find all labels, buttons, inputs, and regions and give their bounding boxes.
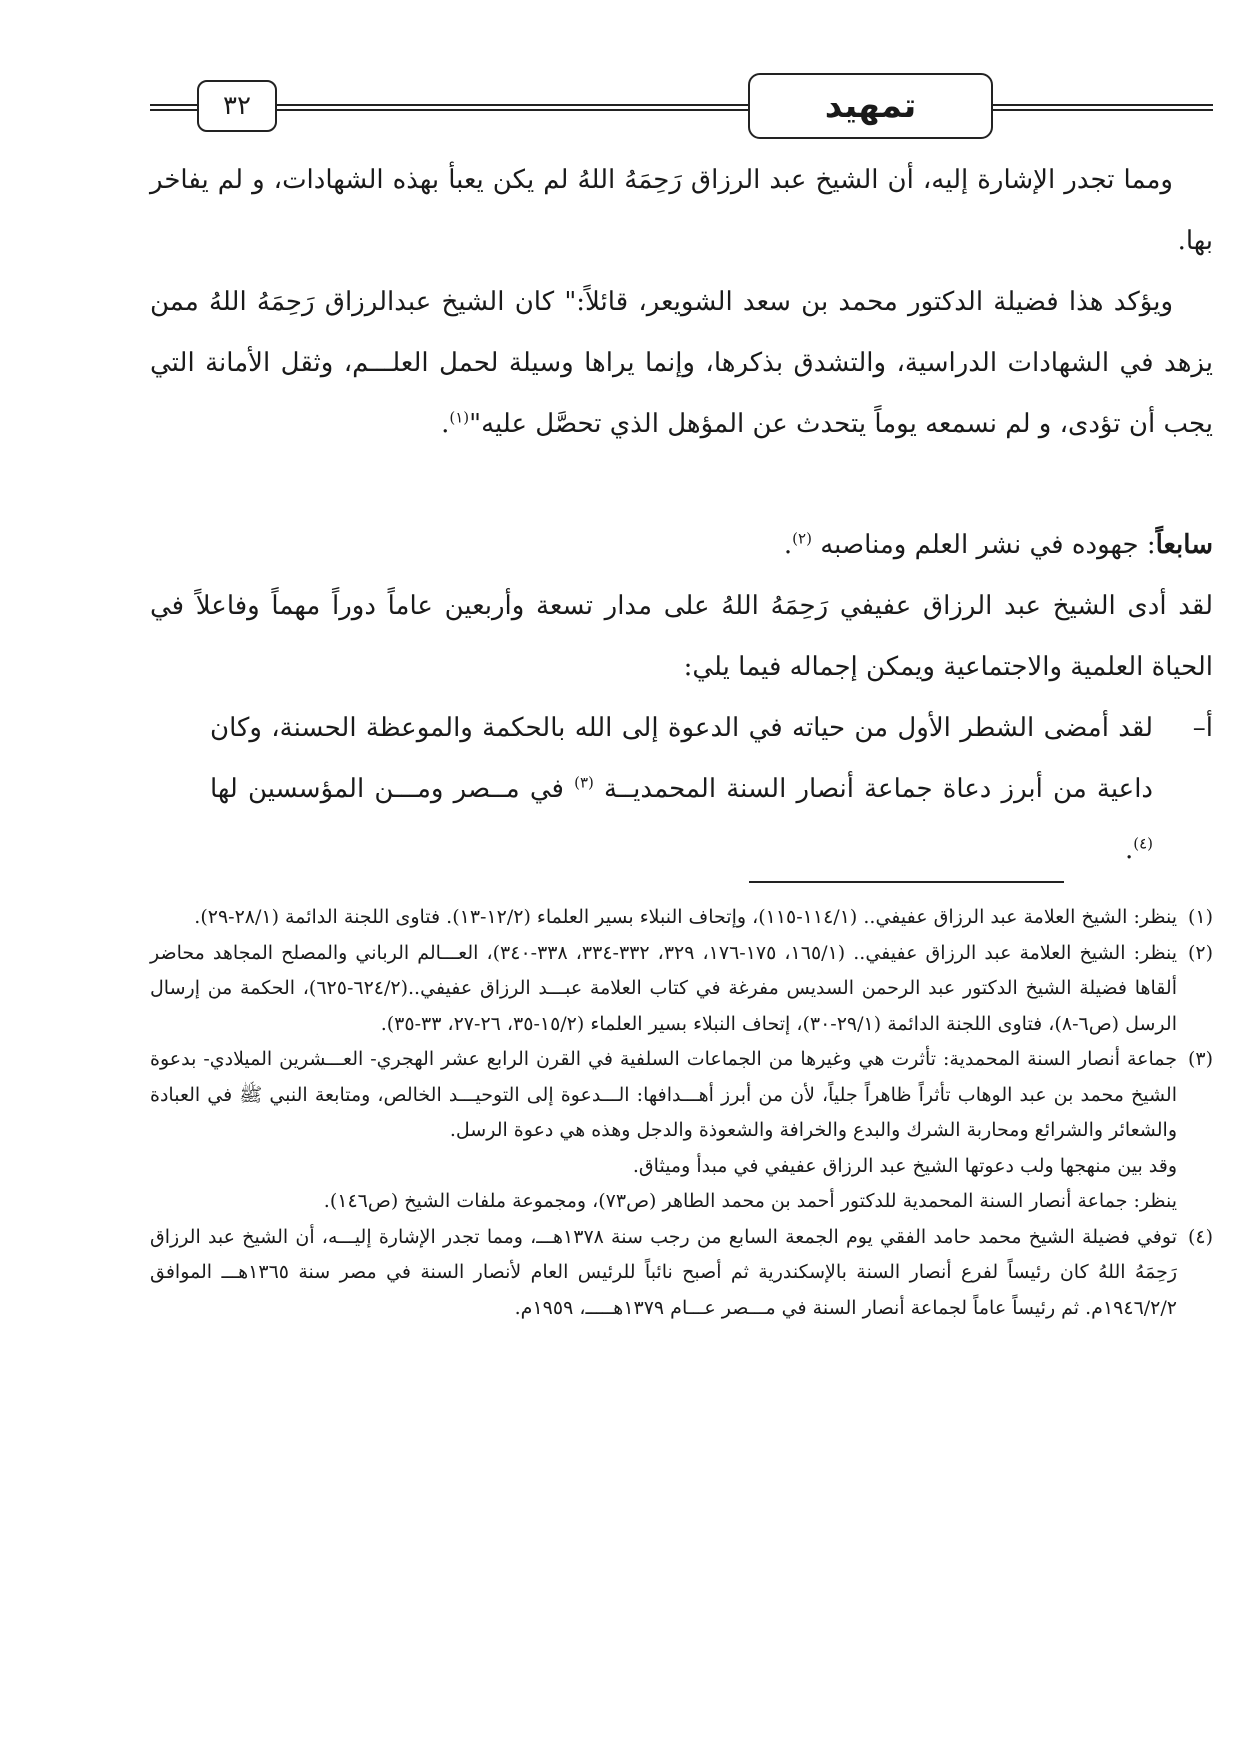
header-rule-middle — [277, 104, 750, 106]
footnote-3 — [150, 1042, 1213, 1220]
footnote-4 — [150, 1220, 1213, 1327]
footnote-body — [150, 936, 1177, 1043]
paragraph-2-end: . — [441, 409, 450, 439]
footnote-line: توفي فضيلة الشيخ محمد حامد الفقي يوم الجمعة السابع من رجب سنة ١٣٧٨هـــ، ومما تجدر الإشارة إليـــه، أن الشيخ عبد الرزاق رَحِمَهُ اللهُ كان رئيساً لفرع أنصار السنة بالإسكندرية ثم أصبح نائباً للرئيس العام لأنصار السنة في مصر سنة ١٣٦٥هـــ الموافق ١٩٤٦/٢/٢م. ثم رئيساً عاماً لجماعة أنصار السنة في مـــصر عـــام ١٣٧٩هـــــ، ١٩٥٩م. — [150, 1225, 1177, 1319]
header-rule-left-double — [150, 109, 197, 111]
footnote-body — [150, 900, 1177, 936]
section-heading-text: : جهوده في نشر العلم ومناصبه — [811, 530, 1156, 560]
list-item-end: . — [1124, 835, 1134, 865]
paragraph-1: ومما تجدر الإشارة إليه، أن الشيخ عبد الرزاق رَحِمَهُ اللهُ لم يكن يعبأ بهذه الشهادات، و لم يفاخر بها. — [150, 165, 1213, 256]
footnote-number: (١) — [1187, 906, 1213, 928]
footnotes — [150, 900, 1213, 1326]
footnote-number: (٢) — [1187, 941, 1213, 964]
footnote-ref-4: (٤) — [1133, 834, 1153, 853]
footnote-ref-1: (١) — [449, 408, 470, 427]
list-item-text-2: في مــصر ومـــن المؤسسين لها — [210, 774, 575, 804]
footnote-separator — [749, 881, 1064, 883]
list-item-text-1: لقد أمضى الشطر الأول من حياته في الدعوة إلى الله بالحكمة والموعظة الحسنة، وكان داعية من أبرز دعاة جماعة أنصار السنة المحمديــة — [210, 713, 1153, 804]
page-number: ٣٢ — [197, 80, 277, 132]
footnote-ref-3: (٣) — [574, 773, 594, 792]
paragraph-2 — [150, 272, 1213, 455]
footnote-number: (٤) — [1187, 1225, 1213, 1248]
paragraph-3: لقد أدى الشيخ عبد الرزاق عفيفي رَحِمَهُ اللهُ على مدار تسعة وأربعين عاماً دوراً مهماً وفاعلاً في الحياة العلمية والاجتماعية ويمكن إجماله فيما يلي: — [150, 591, 1213, 682]
footnote-line: ينظر: الشيخ العلامة عبد الرزاق عفيفي.. (١٦٥/١، ١٧٥-١٧٦، ٣٢٩، ٣٣٢-٣٣٤، ٣٣٨-٣٤٠)، العـــالم الرباني والمصلح المجاهد محاضر ألقاها فضيلة الشيخ الدكتور عبد الرحمن السديس مفرغة في كتاب العلامة عبـــد الرزاق عفيفي..(٦٢٤/٢-٦٢٥)، الحكمة من إرسال الرسل (ص٦-٨)، فتاوى اللجنة الدائمة (٢٩/١-٣٠)، إتحاف النبلاء بسير العلماء (١٥/٢-٣٥، ٢٦-٢٧، ٣٣-٣٥). — [150, 941, 1178, 1035]
footnote-body — [150, 1042, 1177, 1220]
footnote-line: ينظر: جماعة أنصار السنة المحمدية للدكتور أحمد بن محمد الطاهر (ص٧٣)، ومجموعة ملفات الشيخ (ص١٤٦). — [323, 1190, 1177, 1212]
list-item-text — [150, 698, 1153, 881]
footnote-line: وقد بين منهجها ولب دعوتها الشيخ عبد الرزاق عفيفي في مبدأ وميثاق. — [632, 1154, 1177, 1177]
footnote-body — [150, 1220, 1177, 1327]
list-item-a — [150, 698, 1213, 881]
page-title: تمهيد — [748, 73, 993, 139]
list-marker: أ– — [1192, 713, 1213, 743]
section-heading-end: . — [783, 530, 793, 560]
header-rule-middle-double — [277, 109, 750, 111]
header-rule-left — [150, 104, 197, 106]
header-rule-right — [993, 104, 1213, 106]
section-heading-label: سابعاً — [1155, 530, 1213, 560]
paragraph-2-text: ويؤكد هذا فضيلة الدكتور محمد بن سعد الشويعر، قائلاً:" كان الشيخ عبدالرزاق رَحِمَهُ اللهُ ممن يزهد في الشهادات الدراسية، والتشدق بذكرها، وإنما يراها وسيلة لحمل العلـــم، وثقل الأمانة التي يجب أن تؤدى، و لم نسمعه يوماً يتحدث عن المؤهل الذي تحصَّل عليه" — [150, 287, 1213, 439]
footnote-2 — [150, 936, 1213, 1043]
footnote-1 — [150, 900, 1213, 936]
main-text — [150, 150, 1213, 881]
page-header — [150, 70, 1213, 148]
footnote-line: ينظر: الشيخ العلامة عبد الرزاق عفيفي.. (١١٤/١-١١٥)، وإتحاف النبلاء بسير العلماء (١٢/٢-١٣). فتاوى اللجنة الدائمة (٢٨/١-٢٩). — [194, 906, 1177, 928]
footnote-ref-2: (٢) — [792, 529, 812, 548]
footnote-number: (٣) — [1187, 1048, 1213, 1070]
section-heading — [150, 515, 1213, 576]
header-rule-right-double — [993, 109, 1213, 111]
footnote-line: جماعة أنصار السنة المحمدية: تأثرت هي وغيرها من الجماعات السلفية في القرن الرابع عشر الهجري- العـــشرين الميلادي- بدعوة الشيخ محمد بن عبد الوهاب تأثراً ظاهراً جلياً، لأن من أبرز أهـــدافها: الـــدعوة إلى التوحيـــد الخالص، ومتابعة النبي ﷺ في العبادة والشعائر والشرائع ومحاربة الشرك والبدع والخرافة والشعوذة والدجل وهذه هي دعوة الرسل. — [150, 1048, 1177, 1141]
